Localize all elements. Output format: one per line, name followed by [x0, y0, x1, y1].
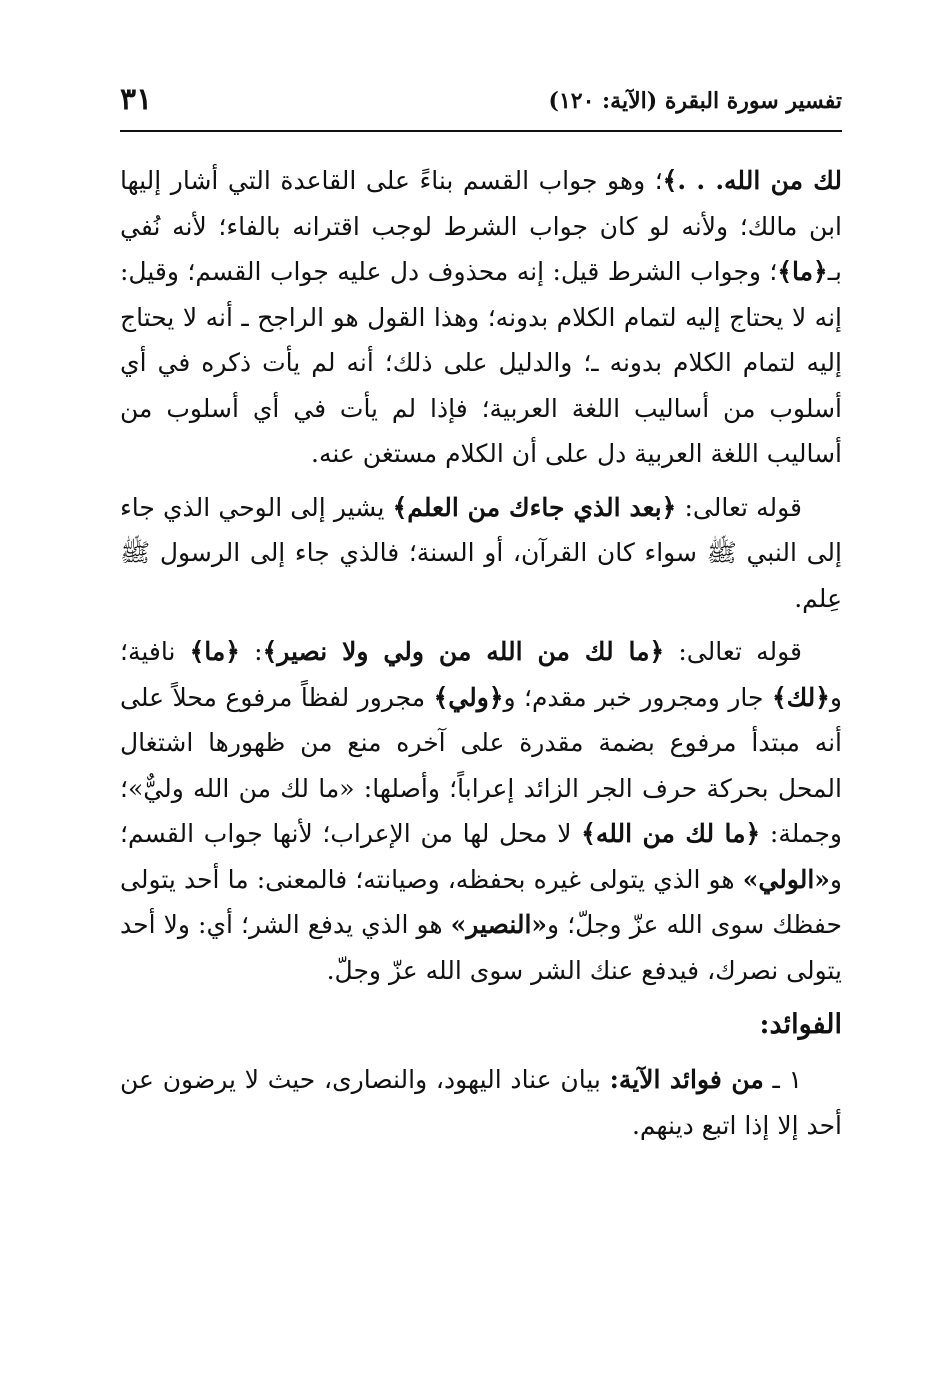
quote: لك من الله. . .﴾	[662, 166, 842, 195]
paragraph-2	[120, 485, 842, 622]
point-number: ١ ـ	[763, 1065, 803, 1094]
quote: ﴿ما﴾	[189, 637, 240, 666]
term: «النصير»	[450, 910, 548, 939]
text: :	[239, 637, 263, 666]
text: نافية؛ و	[120, 637, 842, 712]
benefit-point-1	[120, 1057, 842, 1148]
text: ؛ وهو جواب القسم بناءً على القاعدة التي أشار إليها ابن مالك؛ ولأنه لو كان جواب الشرط لوجب اقترانه بالفاء؛ لأنه نُفي بـ	[120, 166, 842, 286]
page-header	[120, 82, 842, 122]
page-body	[120, 158, 842, 1156]
running-title: تفسير سورة البقرة (الآية: ١٢٠)	[548, 88, 842, 114]
text: جار ومجرور خبر مقدم؛ و	[503, 682, 772, 712]
benefits-heading: الفوائد:	[759, 1009, 842, 1040]
quote: ﴿لك﴾	[771, 682, 830, 712]
paragraph-3	[120, 629, 842, 993]
text: ؛ وجواب الشرط قيل: إنه محذوف دل عليه جواب القسم؛ وقيل: إنه لا يحتاج إليه لتمام الكلام بدونه؛ وهذا القول هو الراجح ـ أنه لا يحتاج إليه لتمام الكلام بدونه ـ؛ والدليل على ذلك؛ أنه لم يأت ذكره في أي أسلوب من أساليب اللغة العربية؛ فإذا لم يأت في أي أسلوب من أساليب اللغة العربية دل على أن الكلام مستغن عنه.	[120, 257, 842, 468]
point-title: من فوائد الآية:	[609, 1065, 764, 1094]
text: هو الذي يتولى غيره بحفظه، وصيانته؛ فالمعنى: ما أحد يتولى حفظك سوى الله عزّ وجلّ؛ و	[120, 864, 842, 939]
text: لا محل لها من الإعراب؛ لأنها جواب القسم؛ و	[120, 819, 842, 894]
text: مجرور لفظاً مرفوع محلاً على أنه مبتدأ مرفوع بضمة مقدرة على آخره منع من ظهورها اشتغال المحل بحركة حرف الجر الزائد إعراباً؛ وأصلها: «ما لك من الله وليٌّ»؛ وجملة:	[120, 682, 843, 848]
quote: ﴿ولي﴾	[433, 682, 504, 712]
term: «الولي»	[742, 864, 830, 894]
page-number: ٣١	[120, 82, 153, 117]
quote: ﴿ما﴾	[777, 257, 828, 286]
quote: ﴿بعد الذي جاءك من العلم﴾	[392, 492, 677, 522]
header-rule	[120, 130, 842, 132]
text: يشير إلى الوحي الذي جاء إلى النبي ﷺ سواء كان القرآن، أو السنة؛ فالذي جاء إلى الرسول ﷺ عِلم.	[120, 492, 842, 613]
text: هو الذي يدفع الشر؛ أي: ولا أحد يتولى نصرك، فيدفع عنك الشر سوى الله عزّ وجلّ.	[120, 910, 842, 985]
paragraph-1	[120, 158, 842, 477]
quote: ﴿ما لك من الله﴾	[581, 819, 761, 848]
text: قوله تعالى:	[664, 637, 802, 666]
quote: ﴿ما لك من الله من ولي ولا نصير﴾	[262, 637, 665, 666]
text: قوله تعالى:	[676, 492, 802, 522]
text: بيان عناد اليهود، والنصارى، حيث لا يرضون عن أحد إلا إذا اتبع دينهم.	[120, 1065, 842, 1140]
